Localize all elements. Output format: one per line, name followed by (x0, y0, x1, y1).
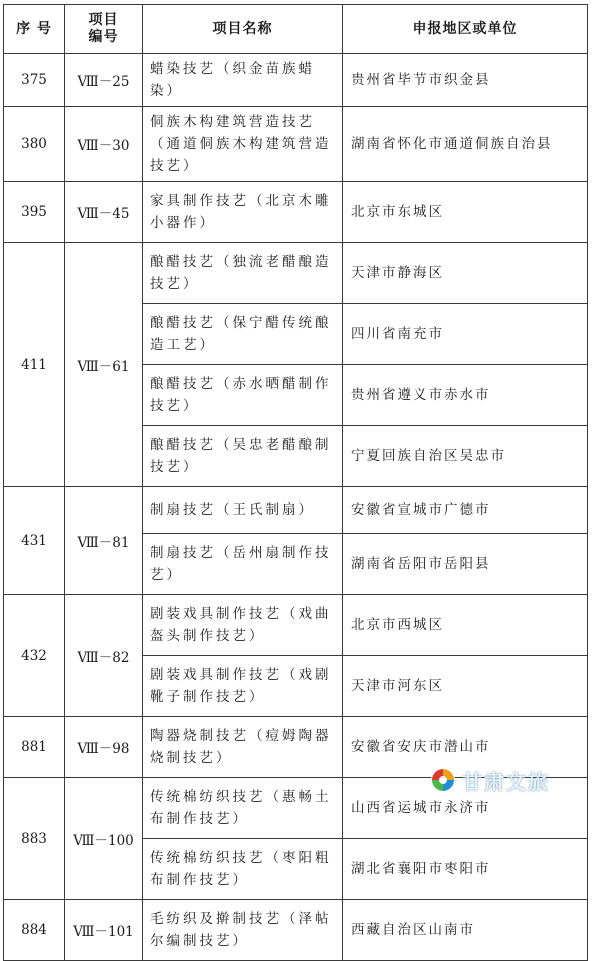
header-code-line1: 项目 (88, 12, 119, 28)
swirl-logo-icon (430, 767, 456, 793)
project-name-cell: 制扇技艺（王氏制扇） (143, 487, 343, 534)
region-cell: 湖南省怀化市通道侗族自治县 (343, 107, 588, 182)
seq-cell: 884 (4, 900, 65, 961)
project-name-cell: 毛纺织及擀制技艺（泽帖尔编制技艺） (143, 900, 343, 961)
code-cell: Ⅷ－81 (65, 487, 143, 595)
seq-cell: 883 (4, 778, 65, 900)
seq-cell: 431 (4, 487, 65, 595)
header-name: 项目名称 (143, 5, 343, 54)
project-name-cell: 制扇技艺（岳州扇制作技艺） (143, 534, 343, 595)
code-cell: Ⅷ－25 (65, 54, 143, 107)
region-cell: 贵州省毕节市织金县 (343, 54, 588, 107)
code-cell: Ⅷ－98 (65, 717, 143, 778)
project-name-cell: 传统棉纺织技艺（惠畅土布制作技艺） (143, 778, 343, 839)
seq-cell: 432 (4, 595, 65, 717)
region-cell: 宁夏回族自治区吴忠市 (343, 426, 588, 487)
header-region: 申报地区或单位 (343, 5, 588, 54)
project-name-cell: 传统棉纺织技艺（枣阳粗布制作技艺） (143, 839, 343, 900)
seq-cell: 395 (4, 182, 65, 243)
region-cell: 湖南省岳阳市岳阳县 (343, 534, 588, 595)
table-row (4, 107, 588, 182)
region-cell: 西藏自治区山南市 (343, 900, 588, 961)
table-row (4, 595, 588, 656)
region-cell: 安徽省宣城市广德市 (343, 487, 588, 534)
region-cell: 山西省运城市永济市 (343, 778, 588, 839)
project-name-cell: 酿醋技艺（独流老醋酿造技艺） (143, 243, 343, 304)
table-row (4, 243, 588, 304)
table-header-row (4, 5, 588, 54)
header-code-line2: 编号 (88, 29, 119, 45)
project-name-cell: 酿醋技艺（吴忠老醋酿制技艺） (143, 426, 343, 487)
region-cell: 天津市河东区 (343, 656, 588, 717)
project-name-cell: 家具制作技艺（北京木雕小器作） (143, 182, 343, 243)
project-name-cell: 剧装戏具制作技艺（戏曲盔头制作技艺） (143, 595, 343, 656)
code-cell: Ⅷ－82 (65, 595, 143, 717)
region-cell: 四川省南充市 (343, 304, 588, 365)
seq-cell: 380 (4, 107, 65, 182)
table-row (4, 487, 588, 534)
code-cell: Ⅷ－30 (65, 107, 143, 182)
table-row (4, 182, 588, 243)
watermark-text: 甘肃文旅 (462, 769, 550, 794)
code-cell: Ⅷ－100 (65, 778, 143, 900)
region-cell: 北京市东城区 (343, 182, 588, 243)
project-name-cell: 剧装戏具制作技艺（戏剧靴子制作技艺） (143, 656, 343, 717)
seq-cell: 881 (4, 717, 65, 778)
table-row (4, 900, 588, 961)
header-seq: 序 号 (4, 5, 65, 54)
watermark (430, 763, 580, 797)
seq-cell: 411 (4, 243, 65, 487)
project-name-cell: 蜡染技艺（织金苗族蜡染） (143, 54, 343, 107)
code-cell: Ⅷ－101 (65, 900, 143, 961)
code-cell: Ⅷ－45 (65, 182, 143, 243)
region-cell: 天津市静海区 (343, 243, 588, 304)
project-name-cell: 陶器烧制技艺（痘姆陶器烧制技艺） (143, 717, 343, 778)
region-cell: 安徽省安庆市潜山市 (343, 717, 588, 778)
project-name-cell: 酿醋技艺（保宁醋传统酿造工艺） (143, 304, 343, 365)
region-cell: 湖北省襄阳市枣阳市 (343, 839, 588, 900)
table-row (4, 54, 588, 107)
region-cell: 北京市西城区 (343, 595, 588, 656)
seq-cell: 375 (4, 54, 65, 107)
header-code (65, 5, 143, 54)
project-name-cell: 酿醋技艺（赤水晒醋制作技艺） (143, 365, 343, 426)
heritage-project-table (3, 4, 588, 961)
project-name-cell: 侗族木构建筑营造技艺（通道侗族木构建筑营造技艺） (143, 107, 343, 182)
region-cell: 贵州省遵义市赤水市 (343, 365, 588, 426)
code-cell: Ⅷ－61 (65, 243, 143, 487)
